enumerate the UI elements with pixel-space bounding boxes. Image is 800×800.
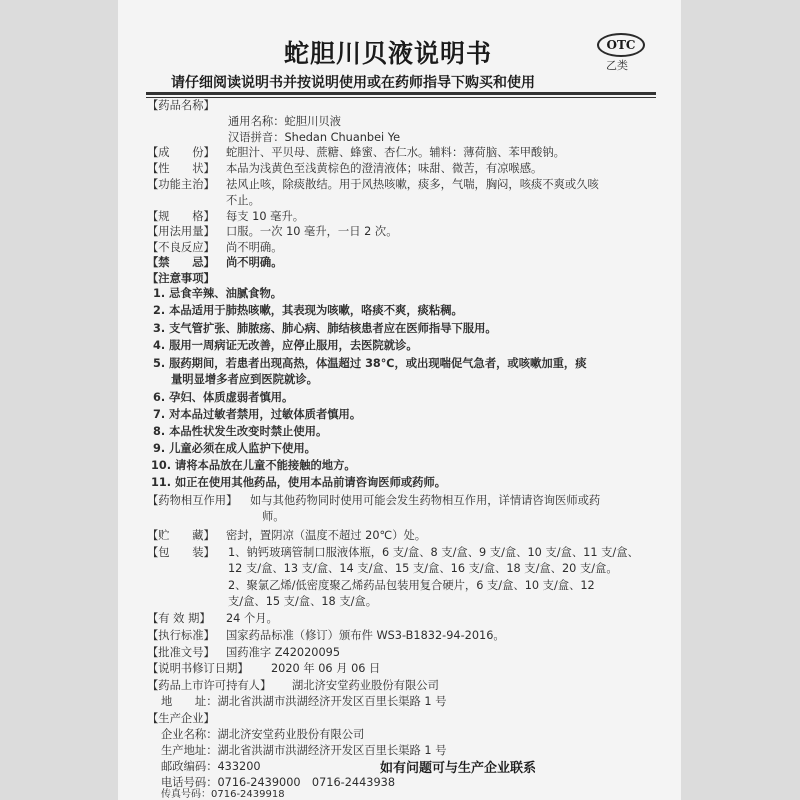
packaging-line: 支/盒、15 支/盒、18 支/盒。 — [228, 595, 378, 608]
precaution-item: 7. 对本品过敏者禁用，过敏体质者慎用。 — [153, 408, 362, 421]
interaction-text: 如与其他药物同时使用可能会发生药物相互作用，详情请咨询医师或药 — [250, 494, 601, 507]
description-label: 【性 状】 — [147, 162, 215, 175]
adverse-text: 尚不明确。 — [226, 241, 283, 254]
validity-text: 24 个月。 — [226, 612, 278, 625]
holder-address: 地 址：湖北省洪湖市洪湖经济开发区百里长渠路 1 号 — [161, 695, 447, 708]
spec-text: 每支 10 毫升。 — [226, 210, 305, 223]
header-rule-thick — [146, 92, 656, 95]
phone-numbers: 电话号码：0716-2439000 0716-2443938 — [161, 776, 396, 789]
adverse-label: 【不良反应】 — [147, 241, 215, 254]
precaution-item: 10. 请将本品放在儿童不能接触的地方。 — [151, 459, 356, 472]
document-title: 蛇胆川贝液说明书 — [284, 39, 493, 68]
indications-text-cont: 不止。 — [226, 194, 260, 207]
approval-label: 【批准文号】 — [147, 646, 215, 659]
interaction-text-cont: 师。 — [262, 510, 285, 523]
spec-label: 【规 格】 — [147, 210, 215, 223]
indications-text: 祛风止咳，除痰散结。用于风热咳嗽，痰多，气喘，胸闷，咳痰不爽或久咳 — [226, 178, 599, 191]
contra-text: 尚不明确。 — [226, 256, 283, 269]
precaution-item: 1. 忌食辛辣、油腻食物。 — [153, 287, 283, 300]
revision-text: 2020 年 06 月 06 日 — [271, 662, 381, 675]
precaution-item: 8. 本品性状发生改变时禁止使用。 — [153, 425, 328, 438]
ingredients-label: 【成 份】 — [147, 146, 215, 159]
generic-name: 通用名称：蛇胆川贝液 — [228, 115, 341, 128]
approval-text: 国药准字 Z42020095 — [226, 646, 341, 659]
validity-label: 【有 效 期】 — [147, 612, 211, 625]
contra-label: 【禁 忌】 — [147, 256, 215, 269]
ingredients-text: 蛇胆汁、平贝母、蔗糖、蜂蜜、杏仁水。辅料：薄荷脑、苯甲酸钠。 — [226, 146, 565, 159]
packaging-line: 1、钠钙玻璃管制口服液体瓶，6 支/盒、8 支/盒、9 支/盒、10 支/盒、11 支/盒、 — [228, 546, 639, 559]
precaution-item-cont: 量明显增多者应到医院就诊。 — [171, 373, 318, 386]
precaution-item: 9. 儿童必须在成人监护下使用。 — [153, 442, 316, 455]
storage-text: 密封，置阴凉（温度不超过 20℃）处。 — [226, 529, 427, 542]
precaution-item: 3. 支气管扩张、肺脓疡、肺心病、肺结核患者应在医师指导下服用。 — [153, 322, 497, 335]
document-subtitle: 请仔细阅读说明书并按说明使用或在药师指导下购买和使用 — [171, 75, 535, 91]
postcode: 邮政编码：433200 — [161, 760, 261, 773]
footer-contact-note: 如有问题可与生产企业联系 — [380, 761, 537, 776]
precaution-item: 5. 服药期间，若患者出现高热，体温超过 38℃，或出现喘促气急者，或咳嗽加重，痰 — [153, 357, 587, 370]
precautions-heading: 【注意事项】 — [147, 272, 215, 285]
precaution-item: 11. 如正在使用其他药品，使用本品前请咨询医师或药师。 — [151, 476, 447, 489]
packaging-line: 2、聚氯乙烯/低密度聚乙烯药品包装用复合硬片，6 支/盒、10 支/盒、12 — [228, 579, 595, 592]
precaution-item: 2. 本品适用于肺热咳嗽，其表现为咳嗽，咯痰不爽，痰粘稠。 — [153, 304, 463, 317]
standard-label: 【执行标准】 — [147, 629, 215, 642]
otc-category: 乙类 — [606, 59, 628, 72]
holder-text: 湖北济安堂药业股份有限公司 — [292, 679, 439, 692]
packaging-label: 【包 装】 — [147, 546, 215, 559]
precaution-item: 6. 孕妇、体质虚弱者慎用。 — [153, 391, 294, 404]
manufacturer-name: 企业名称：湖北济安堂药业股份有限公司 — [161, 728, 365, 741]
indications-label: 【功能主治】 — [147, 178, 215, 191]
packaging-line: 12 支/盒、13 支/盒、14 支/盒、15 支/盒、16 支/盒、18 支/盒、20 支/盒。 — [228, 562, 618, 575]
drug-name-heading: 【药品名称】 — [147, 99, 215, 112]
pinyin-name: 汉语拼音：Shedan Chuanbei Ye — [228, 131, 401, 144]
standard-text: 国家药品标准（修订）颁布件 WS3-B1832-94-2016。 — [226, 629, 505, 642]
holder-label: 【药品上市许可持有人】 — [147, 679, 272, 692]
usage-label: 【用法用量】 — [147, 225, 215, 238]
usage-text: 口服。一次 10 毫升，一日 2 次。 — [226, 225, 398, 238]
revision-label: 【说明书修订日期】 — [147, 662, 249, 675]
precaution-item: 4. 服用一周病证无改善，应停止服用，去医院就诊。 — [153, 339, 418, 352]
manufacturer-heading: 【生产企业】 — [147, 712, 215, 725]
interaction-label: 【药物相互作用】 — [147, 494, 238, 507]
description-text: 本品为浅黄色至浅黄棕色的澄清液体；味甜、微苦，有凉喉感。 — [226, 162, 543, 175]
fax-number: 传真号码：0716-2439918 — [161, 789, 285, 800]
manufacturer-address: 生产地址：湖北省洪湖市洪湖经济开发区百里长渠路 1 号 — [161, 744, 447, 757]
storage-label: 【贮 藏】 — [147, 529, 215, 542]
otc-badge: OTC — [597, 33, 645, 57]
header-rule-thin — [146, 97, 656, 98]
